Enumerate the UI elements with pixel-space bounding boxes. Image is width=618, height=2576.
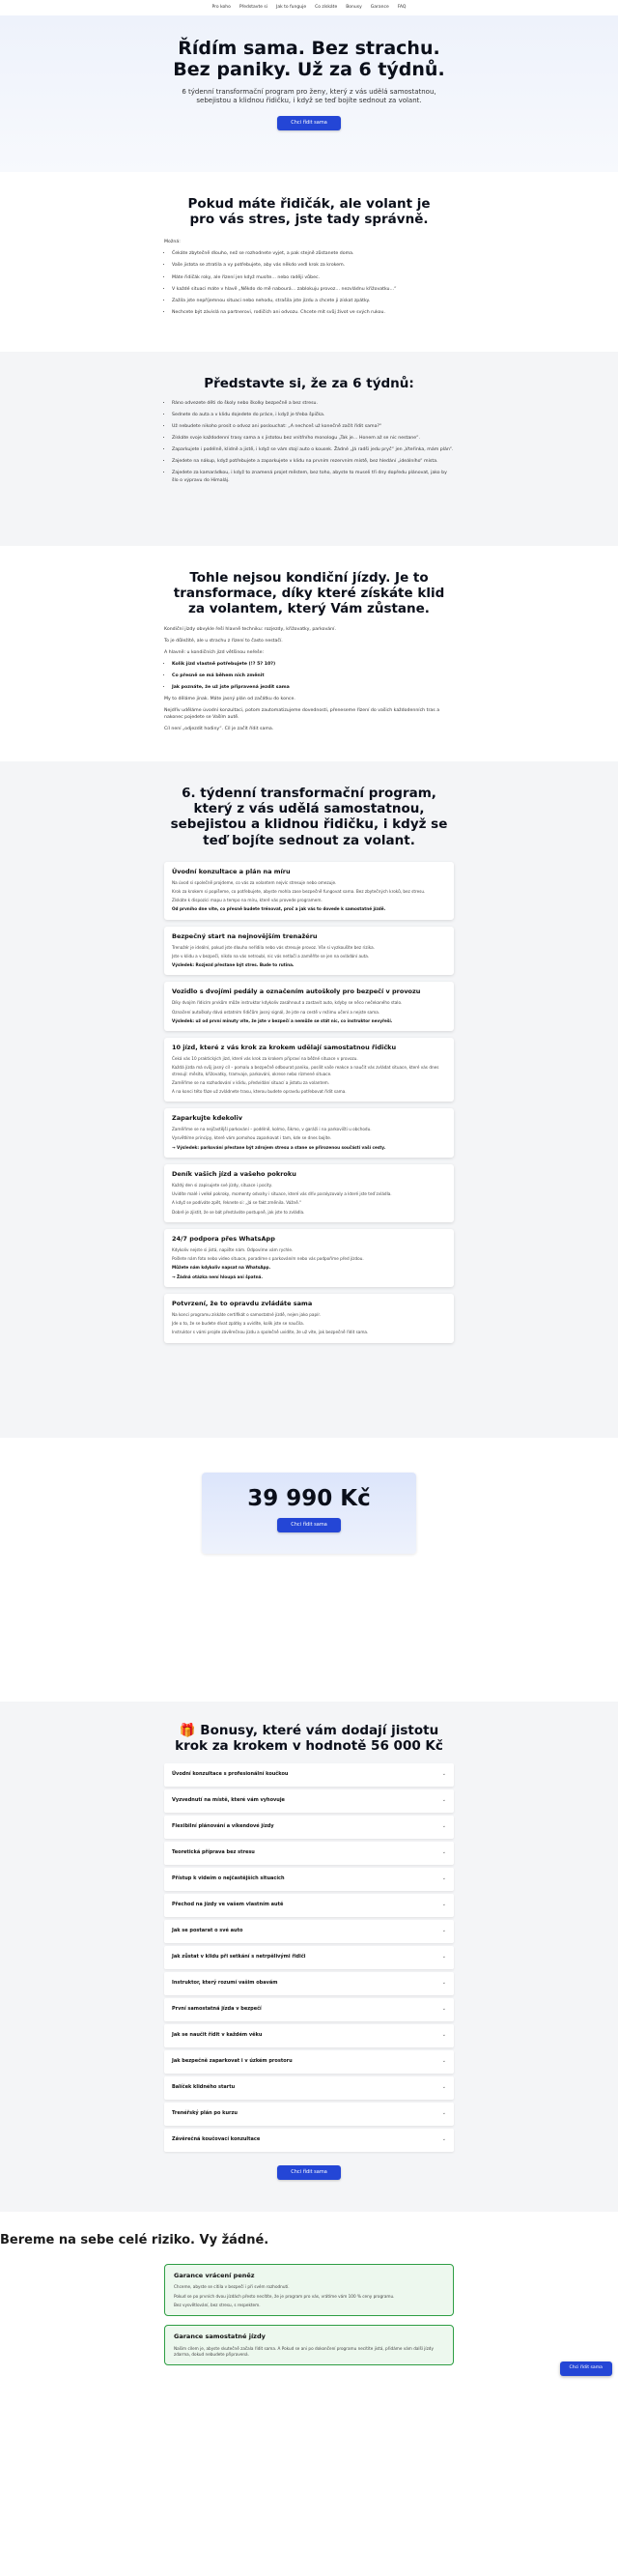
card-text: Získáte k dispozici mapu a tempo na míru, které vás provede programem. <box>172 898 323 903</box>
card-text: Výsledek: Rozjezd přestane být stres. Bude to rutina. <box>172 962 295 968</box>
transformace-text: A hlavně: u kondičních jízd většinou neřeše: <box>164 649 265 655</box>
nav-link-predstavte-si[interactable]: Představte si <box>239 4 268 10</box>
accordion-label: Závěrečná koučovací konzultace <box>172 2136 261 2143</box>
card-text: Jste v klidu a v bezpečí, nikdo na vás netroubí, nic vás netlačí a zaměříte se jen na ovládání auta. <box>172 953 370 959</box>
transformace-text: Nejdřív uděláme úvodní konzultaci, potom zautomatizujeme dovednosti, přeneseme řízení do vašich každodenních tras a nakonec pojedete se Vaším autě. <box>164 707 440 720</box>
price-section <box>0 1438 618 1702</box>
accordion-item[interactable] <box>164 1972 454 1995</box>
risk-title: Bereme na sebe celé riziko. Vy žádné. <box>0 2233 269 2247</box>
accordion-item[interactable] <box>164 1789 454 1813</box>
card-text: Trenažér je ideální, pokud jste dlouho neřídila nebo vás stresuje provoz. Vše si vyzkoušíte bez rizika. <box>172 944 375 950</box>
card-text: Pokud se po prvních dvou jízdách přesto necítíte, že je program pro vás, vrátíme vám 100 % ceny programu. <box>174 2293 395 2299</box>
accordion-item[interactable] <box>164 1998 454 2021</box>
risk-section <box>0 2212 618 2383</box>
card-text: Chceme, abyste se cítila v bezpečí i při svém rozhodnutí. <box>174 2284 290 2290</box>
transformace-section <box>0 546 618 761</box>
chevron-down-icon: ⌄ <box>441 1823 446 1830</box>
list-item: • Zaparkujete i podélně, klidně a jistě, i když se vám stojí auto o kousek. Žádné „Já radši jedu pryč“ jen „Vteřinka, mám plán“. <box>172 446 454 453</box>
card-title: Vozidlo s dvojími pedály a označením autoškoly pro bezpečí v provozu <box>172 987 421 996</box>
card-text: Můžete nám kdykoliv napsat na WhatsApp. <box>172 1265 271 1271</box>
accordion-item[interactable] <box>164 2050 454 2074</box>
list-item: • Čekáte zbytečně dlouho, než se rozhodnete vyjet, a pak stejně zůstanete doma. <box>172 250 454 257</box>
accordion-item[interactable] <box>164 1920 454 1943</box>
transformace-text: Kondiční jízdy obvykle řeší hlavně techniku: rozjezdy, křižovatky, parkování. <box>164 626 336 632</box>
pokud-title: Pokud máte řidičák, ale volant je pro vás stres, jste tady správně. <box>187 196 431 228</box>
card-text: Označení autoškoly dává ostatním řidičům jasný signál, že jste na cestě v režimu učení a nejste sama. <box>172 1009 380 1015</box>
list-item: • V každé situaci máte v hlavě „Někdo do mě nabourá… zablokuju provoz… nezvládnu křižovatku…“ <box>172 286 454 293</box>
predstavte-title: Představte si, že za 6 týdnů: <box>204 376 414 391</box>
nav-link-garance[interactable]: Garance <box>370 4 389 10</box>
chevron-down-icon: ⌄ <box>441 1797 446 1804</box>
card-text: Zaměříme se na nejčastější parkování – podélně, kolmo, šikmo, v garáži i na parkovišti u obchodu. <box>172 1127 372 1132</box>
chevron-down-icon: ⌄ <box>441 2032 446 2039</box>
card-text: Vysvětlíme principy, které vám pomohou zaparkovat i tam, kde se dnes bojíte. <box>172 1135 332 1141</box>
bonus-title: 🎁 Bonusy, které vám dodají jistotu krok za krokem v hodnotě 56 000 Kč <box>175 1723 443 1755</box>
accordion-item[interactable] <box>164 1946 454 1969</box>
hero-section <box>0 15 618 172</box>
accordion-label: Teoretická příprava bez stresu <box>172 1849 255 1856</box>
card-text: Každá jízda má svůj jasný cíl – pomalu a bezpečně odbourat paniku, posílit vaše reakce a naučit vás zvládat situace, které vás dnes stresují: měsíto, křižovatky, tramvaje, parkování, okrese nebo rízmené situace. <box>172 1065 439 1076</box>
accordion-label: Balíček klidného startu <box>172 2084 236 2091</box>
sticky-cta-button[interactable]: Chci řídit sama <box>560 2361 613 2376</box>
accordion-label: Instruktor, který rozumí vašim obavám <box>172 1980 278 1987</box>
bonus-cta-button[interactable]: Chci řídit sama <box>277 2165 341 2181</box>
price-box <box>202 1473 416 1554</box>
accordion-label: Jak se postarat o své auto <box>172 1928 243 1934</box>
program-card <box>164 982 454 1031</box>
chevron-down-icon: ⌄ <box>441 1849 446 1856</box>
list-item: • Jak poznáte, že už jste připravená jezdit sama <box>172 684 454 691</box>
chevron-down-icon: ⌄ <box>441 2058 446 2065</box>
top-nav <box>0 0 618 15</box>
chevron-down-icon: ⌄ <box>441 1954 446 1961</box>
program-card <box>164 1164 454 1222</box>
pokud-list <box>164 250 454 315</box>
card-title: Zaparkujte kdekoliv <box>172 1114 242 1123</box>
accordion-label: Flexibilní plánování a víkendové jízdy <box>172 1823 274 1830</box>
nav-link-faq[interactable]: FAQ <box>397 4 407 10</box>
nav-link-co-ziskate[interactable]: Co získáte <box>315 4 338 10</box>
hero-title: Řídím sama. Bez strachu. Bez paniky. Už za 6 týdnů. <box>173 38 445 80</box>
list-item: • Zajedete na nákup, když potřebujete a zaparkujete v klidu na prvním rezervním místě, bez hledání „ideálního“ místa. <box>172 458 454 465</box>
list-item: • Vaše jistota se ztratila a vy potřebujete, aby vás někdo vedl krok za krokem. <box>172 262 454 269</box>
card-text: Pošlete nám foto nebo video situace, poradíme s parkováním nebo vás podpoříme před jízdou. <box>172 1256 364 1262</box>
card-text: Krok za krokem si popíšeme, co potřebujete, abyste mohla zase bezpečně fungovat sama. Bez zbytečných kroků, bez stresu. <box>172 888 426 894</box>
card-text: Instruktor s vámi projde závěrečnou jízdu a společně uvidíte, že už víte, jak bezpečně řídit sama. <box>172 1330 369 1335</box>
accordion-label: Úvodní konzultace s profesionální koučkou <box>172 1771 289 1778</box>
card-text: Výsledek: už od první minuty víte, že jste v bezpečí a nemůže se stát nic, co instruktor nevyřeší. <box>172 1017 393 1023</box>
card-text: Od prvního dne víte, co přesně budete trénovat, proč a jak vás to dovede k samostatné jízdě. <box>172 906 386 912</box>
card-text: Každý den si zapisujete své jízdy, situace i pocity. <box>172 1182 272 1188</box>
chevron-down-icon: ⌄ <box>441 2006 446 2013</box>
price-amount: 39 990 Kč <box>247 1486 371 1511</box>
card-title: Deník vašich jízd a vašeho pokroku <box>172 1170 296 1179</box>
card-text: Bez vysvětlování, bez stresu, s respektem. <box>174 2302 261 2307</box>
card-text: Díky dvojím řídicím prvkům může instruktor kdykoliv zasáhnout a zastavit auto, kdyby se něco nečekaného stalo. <box>172 1000 403 1006</box>
transformace-text: My to děláme jinak. Máte jasný plán od začátku do konce. <box>164 696 295 701</box>
list-item: • Už nebudete nikoho prosit o odvoz ani poslouchat: „A nechceš už konečně začít řídit sama?“ <box>172 423 454 430</box>
pokud-section <box>0 172 618 352</box>
nav-link-pro-koho[interactable]: Pro koho <box>211 4 231 10</box>
chevron-down-icon: ⌄ <box>441 1928 446 1934</box>
chevron-down-icon: ⌄ <box>441 1980 446 1987</box>
card-title: Potvrzení, že to opravdu zvládáte sama <box>172 1300 313 1308</box>
card-text: Dobré je zjistit, že se bát přestáváte postupně, jak jste to zvládla. <box>172 1209 305 1215</box>
accordion-item[interactable] <box>164 1842 454 1865</box>
card-text: A na konci této fáze už zvládnete trasu, kterou budete opravdu potřebovat řídit sama. <box>172 1089 347 1095</box>
accordion-item[interactable] <box>164 1816 454 1839</box>
predstavte-list <box>164 400 454 483</box>
accordion-label: Přechod na jízdy ve vašem vlastním autě <box>172 1902 284 1908</box>
card-text: Uvidíte malé i velké pokroky, momenty odvahy i situace, které vás dřív paralyzovaly a které jste teď zvládla. <box>172 1191 392 1197</box>
card-text: Čeká vás 10 praktických jízd, které vás krok za krokem připraví na běžné situace v provozu. <box>172 1055 358 1061</box>
chevron-down-icon: ⌄ <box>441 1902 446 1908</box>
list-item: • Máte řidičák roky, ale řízení jen když musíte… nebo raději vůbec. <box>172 274 454 281</box>
program-card <box>164 1294 454 1343</box>
program-card <box>164 862 454 920</box>
accordion-item[interactable] <box>164 2103 454 2126</box>
list-item: • Co přesně se má během nich změnit <box>172 673 454 679</box>
transformace-text: Cíl není „odjezdit hodiny“. Cíl je začít řídit sama. <box>164 726 274 731</box>
card-title: Garance vrácení peněz <box>174 2271 255 2279</box>
card-title: Bezpečný start na nejnovějším trenažéru <box>172 931 318 940</box>
program-card <box>164 1229 454 1287</box>
guarantee-card <box>164 2325 454 2365</box>
accordion-label: Jak se naučit řídit v každém věku <box>172 2032 263 2039</box>
transformace-title: Tohle nejsou kondiční jízdy. Je to transformace, díky které získáte klid za volantem, který Vám zůstane. <box>173 570 445 617</box>
list-item: • Zajedete za kamarádkou, i když to znamená projet městem, bez toho, abyste to museli tři dny dopředu plánovat, jako by šlo o výpravu do Himaláj. <box>172 470 454 483</box>
chevron-down-icon: ⌄ <box>441 2136 446 2143</box>
card-text: Na konci programu získáte certifikát o samostatné jízdě, nejen jako papír. <box>172 1311 321 1317</box>
list-item: • Kolik jízd vlastně potřebujete (!? 5? 10?) <box>172 661 454 668</box>
card-title: Garance samostatné jízdy <box>174 2333 266 2341</box>
guarantee-card <box>164 2264 454 2317</box>
accordion-item[interactable] <box>164 2024 454 2047</box>
accordion-label: Jak bezpečně zaparkovat i v úzkém prostoru <box>172 2058 293 2065</box>
accordion-label: Trenéřský plán po kurzu <box>172 2110 238 2117</box>
predstavte-section <box>0 352 618 546</box>
accordion-item[interactable] <box>164 1894 454 1917</box>
accordion-label: Jak zůstat v klidu při setkání s netrpělivými řidiči <box>172 1954 306 1961</box>
chevron-down-icon: ⌄ <box>441 2110 446 2117</box>
card-text: → Výsledek: parkování přestane být zdrojem stresu a stane se přirozenou součástí vaší cesty. <box>172 1144 386 1150</box>
card-text: Zaměříme se na rozhodování v klidu, předvídání situací a jistotu za volantem. <box>172 1079 330 1085</box>
hero-subtitle: 6 týdenní transformační program pro ženy, který z vás udělá samostatnou, sebejistou a klidnou řidičku, i když se teď bojíte sednout za volant. <box>182 87 436 105</box>
card-text: Našim cílem je, abyste skutečně začala řídit sama. A Pokud se ani po dokončení programu necítíte jistá, přidáme vám další jízdy zdarma, dokud nebudete připravená. <box>174 2345 434 2358</box>
card-text: Jde o to, že se budete dívat zpátky a uvidíte, kolik jste se naučila. <box>172 1321 305 1327</box>
nav-link-bonusy[interactable]: Bonusy <box>346 4 362 10</box>
list-item: • Získáte svoje každodenní trasy sama a s jistotou bez vnitřního monologu „Tak je… Honem až se nic nestane“. <box>172 435 454 442</box>
card-title: Úvodní konzultace a plán na míru <box>172 867 291 875</box>
hero-cta-button[interactable]: Chci řídit sama <box>277 116 341 131</box>
transformace-text: To je důležité, ale u strachu z řízení to často nestačí. <box>164 638 283 644</box>
card-text: → Žádná otázka není hloupá ani špatná. <box>172 1274 263 1279</box>
card-text: A když se podíváte zpět, řeknete si: „Já se fakt změnila. Vážně.“ <box>172 1200 302 1206</box>
accordion-label: První samostatná jízda v bezpečí <box>172 2006 262 2013</box>
accordion-item[interactable] <box>164 2129 454 2152</box>
nav-link-jak-to-funguje[interactable]: Jak to funguje <box>276 4 307 10</box>
card-text: Na úvod si společně projdeme, co vás za volantem nejvíc stresuje nebo omezuje. <box>172 879 337 885</box>
list-item: • Zažila jste nepříjemnou situaci nebo nehodu, strašila jste jízdu a chcete ji získat zpátky. <box>172 298 454 304</box>
program-title: 6. týdenní transformační program, který z vás udělá samostatnou, sebejistou a klidnou řidičku, i když se teď bojíte sednout za volant. <box>170 786 448 848</box>
accordion-item[interactable] <box>164 1763 454 1787</box>
transformace-list <box>164 661 454 691</box>
list-item: • Ráno odvezete děti do školy nebo školky bezpečně a bez stresu. <box>172 400 454 407</box>
pokud-intro: Možná: <box>164 240 181 245</box>
program-card <box>164 1038 454 1102</box>
chevron-down-icon: ⌄ <box>441 1771 446 1778</box>
program-card <box>164 1108 454 1158</box>
program-card <box>164 927 454 976</box>
accordion-item[interactable] <box>164 1868 454 1891</box>
list-item: • Nechcete být závislá na partnerovi, rodičích ani odvozu. Chcete mít svůj život ve svých rukou. <box>172 309 454 316</box>
chevron-down-icon: ⌄ <box>441 1875 446 1882</box>
card-title: 24/7 podpora přes WhatsApp <box>172 1235 275 1244</box>
price-cta-button[interactable]: Chci řídit sama <box>277 1518 341 1533</box>
card-text: Kdykoliv nejste si jistá, napište nám. Odpovíme vám rychle. <box>172 1246 294 1252</box>
accordion-item[interactable] <box>164 2076 454 2100</box>
accordion-label: Vyzvednutí na místě, které vám vyhovuje <box>172 1797 285 1804</box>
program-section <box>0 761 618 1438</box>
bonus-accordion <box>164 1763 454 2152</box>
accordion-label: Přístup k videím o nejčastějších situacích <box>172 1875 285 1882</box>
chevron-down-icon: ⌄ <box>441 2084 446 2091</box>
list-item: • Sednete do auta a v klidu dojedete do práce, i když je třeba špička. <box>172 412 454 418</box>
bonus-section <box>0 1702 618 2212</box>
card-title: 10 jízd, které z vás krok za krokem udělají samostatnou řidičku <box>172 1044 397 1052</box>
